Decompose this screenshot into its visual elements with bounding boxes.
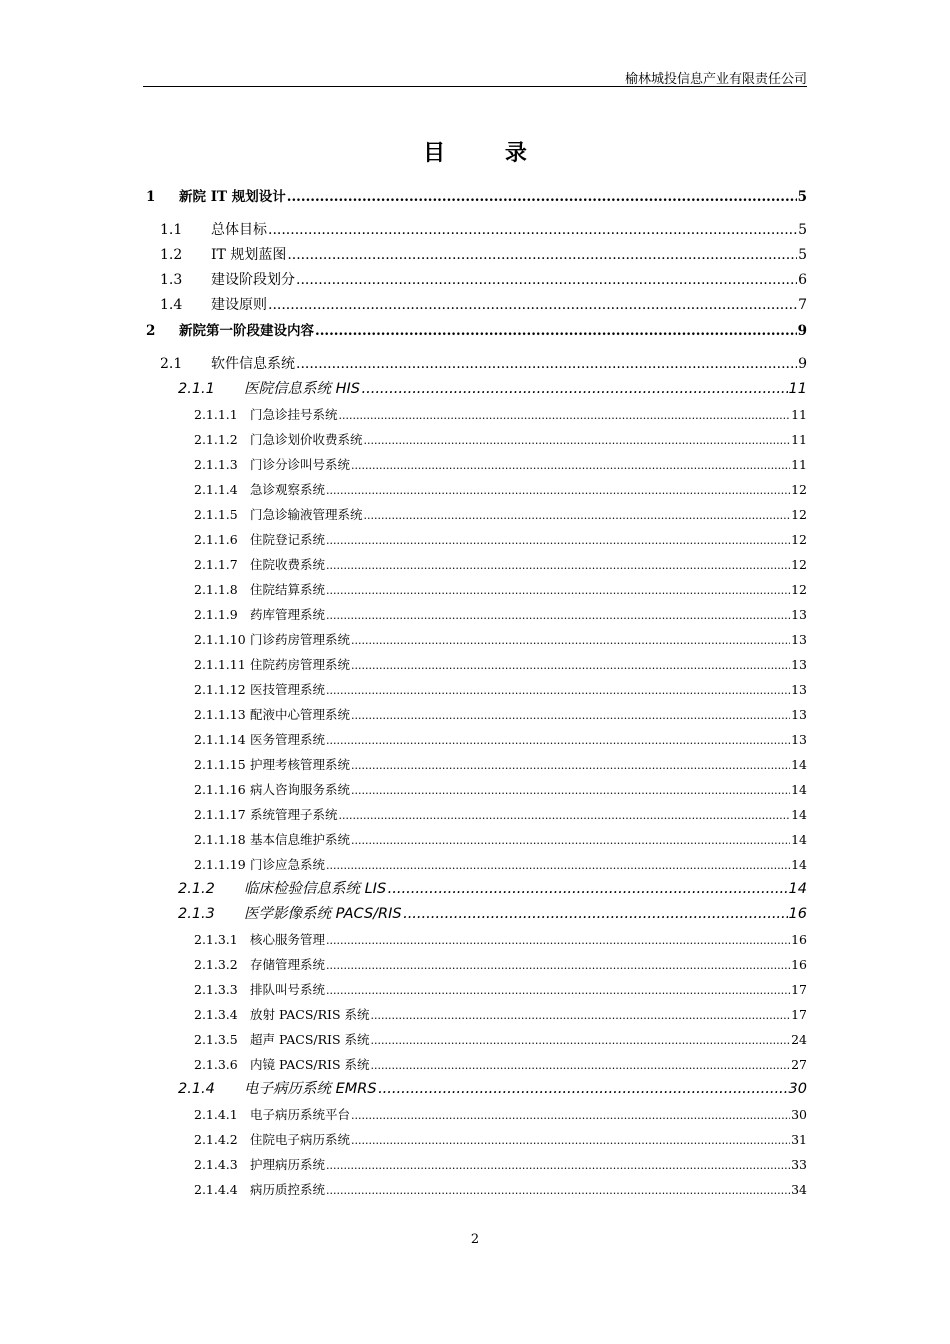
toc-entry-number: 2.1.1.13	[194, 707, 246, 722]
toc-dot-leader	[351, 1103, 790, 1128]
toc-entry-title: 住院电子病历系统	[250, 1132, 351, 1147]
toc-entry-number: 2.1.3.4	[194, 1007, 238, 1022]
toc-dot-leader	[326, 578, 790, 603]
toc-dot-leader	[326, 553, 790, 578]
toc-dot-leader	[326, 1153, 790, 1178]
toc-entry-level-1[interactable]	[143, 318, 807, 352]
toc-entry-title: 急诊观察系统	[250, 482, 326, 497]
toc-entry-title: 药库管理系统	[250, 607, 326, 622]
toc-entry-level-4[interactable]	[143, 827, 807, 852]
toc-dot-leader	[351, 628, 790, 653]
toc-entry-number: 2.1.1.1	[194, 407, 238, 422]
toc-entry-title: 住院结算系统	[250, 582, 326, 597]
toc-entry-page: 12	[791, 532, 807, 547]
toc-entry-number: 2.1.1.8	[194, 582, 238, 597]
toc-entry-page: 33	[791, 1157, 807, 1172]
toc-entry-page: 13	[791, 632, 807, 647]
toc-dot-leader	[351, 778, 790, 803]
toc-entry-level-4[interactable]	[143, 677, 807, 702]
toc-entry-level-2[interactable]	[143, 218, 807, 243]
toc-entry-level-4[interactable]	[143, 852, 807, 877]
toc-entry-number: 2.1.4	[178, 1081, 215, 1097]
toc-entry-level-3[interactable]	[143, 877, 807, 902]
toc-dot-leader	[351, 653, 790, 678]
toc-entry-page: 6	[798, 272, 807, 288]
toc-entry-level-4[interactable]	[143, 727, 807, 752]
toc-dot-leader	[371, 1003, 791, 1028]
toc-entry-title: 电子病历系统 EMRS	[244, 1081, 377, 1097]
toc-entry-level-2[interactable]	[143, 293, 807, 318]
toc-entry-page: 11	[791, 407, 807, 422]
toc-entry-number: 2.1.1	[178, 381, 215, 397]
toc-dot-leader	[326, 528, 790, 553]
toc-entry-number: 1.3	[160, 272, 183, 288]
toc-entry-number: 1.1	[160, 222, 183, 238]
toc-dot-leader	[326, 953, 790, 978]
toc-dot-leader	[326, 928, 790, 953]
toc-entry-title: 医技管理系统	[250, 682, 326, 697]
toc-entry-title: 配液中心管理系统	[250, 707, 351, 722]
toc-entry-level-4[interactable]	[143, 777, 807, 802]
toc-dot-leader	[387, 877, 787, 902]
toc-entry-title: 门诊药房管理系统	[250, 632, 351, 647]
toc-entry-number: 2.1.1.10	[194, 632, 246, 647]
toc-dot-leader	[371, 1028, 791, 1053]
toc-entry-page: 14	[791, 782, 807, 797]
toc-entry-number: 2.1.1.2	[194, 432, 238, 447]
toc-entry-level-1[interactable]	[143, 184, 807, 218]
toc-entry-page: 34	[791, 1182, 807, 1197]
toc-entry-level-4[interactable]	[143, 402, 807, 427]
toc-entry-page: 7	[798, 297, 807, 313]
toc-entry-level-2[interactable]	[143, 268, 807, 293]
toc-entry-page: 31	[791, 1132, 807, 1147]
toc-entry-number: 2.1.1.14	[194, 732, 246, 747]
toc-dot-leader	[326, 478, 790, 503]
toc-entry-number: 2.1.4.2	[194, 1132, 238, 1147]
toc-entry-title: 护理考核管理系统	[250, 757, 351, 772]
toc-entry-title: 门诊应急系统	[250, 857, 326, 872]
toc-entry-number: 2.1.1.15	[194, 757, 246, 772]
toc-entry-page: 24	[791, 1032, 807, 1047]
toc-entry-page: 14	[788, 881, 807, 897]
toc-entry-title: 护理病历系统	[250, 1157, 326, 1172]
toc-entry-title: 病历质控系统	[250, 1182, 326, 1197]
toc-entry-number: 2.1.1.4	[194, 482, 238, 497]
toc-dot-leader	[351, 1128, 790, 1153]
toc-title	[0, 136, 950, 167]
toc-entry-page: 9	[798, 356, 807, 372]
toc-entry-title: 住院收费系统	[250, 557, 326, 572]
toc-entry-title: IT 规划蓝图	[211, 247, 287, 263]
toc-entry-level-4[interactable]	[143, 452, 807, 477]
toc-entry-level-4[interactable]	[143, 1177, 807, 1202]
toc-entry-number: 1.2	[160, 247, 183, 263]
toc-entry-level-4[interactable]	[143, 652, 807, 677]
toc-dot-leader	[326, 678, 790, 703]
toc-entry-page: 13	[791, 657, 807, 672]
toc-entry-number: 2.1.1.17	[194, 807, 246, 822]
toc-entry-title: 放射 PACS/RIS 系统	[250, 1007, 370, 1022]
toc-entry-page: 27	[791, 1057, 807, 1072]
toc-entry-title: 存储管理系统	[250, 957, 326, 972]
toc-entry-level-2[interactable]	[143, 243, 807, 268]
toc-entry-number: 2.1.3	[178, 906, 215, 922]
toc-entry-number: 2.1.1.6	[194, 532, 238, 547]
toc-dot-leader	[351, 828, 790, 853]
toc-entry-level-4[interactable]	[143, 1127, 807, 1152]
toc-entry-level-4[interactable]	[143, 502, 807, 527]
toc-entry-title: 系统管理子系统	[250, 807, 338, 822]
toc-entry-title: 新院 IT 规划设计	[179, 189, 286, 205]
toc-dot-leader	[326, 728, 790, 753]
toc-dot-leader	[351, 453, 790, 478]
toc-entry-number: 1	[146, 189, 156, 205]
toc-entry-level-3[interactable]	[143, 902, 807, 927]
toc-dot-leader	[364, 503, 791, 528]
toc-entry-page: 13	[791, 607, 807, 622]
toc-entry-title: 临床检验信息系统 LIS	[244, 881, 387, 897]
toc-entry-page: 12	[791, 582, 807, 597]
toc-entry-title: 总体目标	[211, 222, 267, 238]
toc-entry-number: 2.1.3.6	[194, 1057, 238, 1072]
toc-entry-title: 建设原则	[211, 297, 267, 313]
toc-entry-number: 1.4	[160, 297, 183, 313]
toc-entry-page: 14	[791, 757, 807, 772]
header-rule	[143, 86, 807, 87]
toc-dot-leader	[287, 184, 797, 210]
toc-entry-number: 2.1	[160, 356, 183, 372]
toc-entry-title: 建设阶段划分	[211, 272, 295, 288]
toc-entry-level-4[interactable]	[143, 477, 807, 502]
toc-entry-number: 2.1.1.16	[194, 782, 246, 797]
toc-entry-page: 13	[791, 732, 807, 747]
toc-entry-page: 5	[798, 247, 807, 263]
toc-entry-level-4[interactable]	[143, 552, 807, 577]
toc-entry-title: 住院登记系统	[250, 532, 326, 547]
toc-entry-level-4[interactable]	[143, 1027, 807, 1052]
toc-entry-title: 新院第一阶段建设内容	[179, 323, 314, 339]
toc-entry-title: 内镜 PACS/RIS 系统	[250, 1057, 370, 1072]
toc-entry-title: 住院药房管理系统	[250, 657, 351, 672]
toc-entry-page: 13	[791, 707, 807, 722]
toc-dot-leader	[361, 377, 788, 402]
toc-entry-title: 医院信息系统 HIS	[244, 381, 360, 397]
toc-entry-page: 16	[791, 932, 807, 947]
toc-dot-leader	[326, 978, 790, 1003]
toc-entry-number: 2.1.4.1	[194, 1107, 238, 1122]
toc-entry-page: 14	[791, 807, 807, 822]
toc-dot-leader	[339, 403, 791, 428]
toc-entry-level-4[interactable]	[143, 1052, 807, 1077]
header-company-name: 榆林城投信息产业有限责任公司	[624, 72, 807, 87]
toc-entry-title: 医务管理系统	[250, 732, 326, 747]
toc-entry-page: 12	[791, 557, 807, 572]
toc-entry-level-4[interactable]	[143, 927, 807, 952]
toc-entry-number: 2.1.1.19	[194, 857, 246, 872]
toc-entry-title: 软件信息系统	[211, 356, 295, 372]
toc-dot-leader	[371, 1053, 791, 1078]
toc-entry-level-2[interactable]	[143, 352, 807, 377]
toc-entry-page: 13	[791, 682, 807, 697]
toc-dot-leader	[403, 902, 788, 927]
toc-entry-page: 17	[791, 1007, 807, 1022]
toc-dot-leader	[326, 603, 790, 628]
toc-entry-page: 16	[788, 906, 807, 922]
toc-entry-level-4[interactable]	[143, 1152, 807, 1177]
toc-entry-page: 30	[788, 1081, 807, 1097]
toc-entry-number: 2.1.1.12	[194, 682, 246, 697]
toc-dot-leader	[326, 853, 790, 878]
toc-dot-leader	[364, 428, 791, 453]
toc-entry-number: 2	[146, 323, 156, 339]
toc-entry-number: 2.1.3.2	[194, 957, 238, 972]
toc-dot-leader	[378, 1077, 788, 1102]
toc-entry-level-3[interactable]	[143, 1077, 807, 1102]
toc-entry-number: 2.1.1.3	[194, 457, 238, 472]
toc-entry-page: 16	[791, 957, 807, 972]
toc-dot-leader	[326, 1178, 790, 1203]
toc-dot-leader	[315, 318, 797, 344]
toc-entry-title: 门诊分诊叫号系统	[250, 457, 351, 472]
toc-entry-page: 5	[798, 222, 807, 238]
toc-entry-level-4[interactable]	[143, 1002, 807, 1027]
toc-entry-level-4[interactable]	[143, 1102, 807, 1127]
toc-entry-page: 12	[791, 507, 807, 522]
toc-title-text: 目 录	[423, 140, 553, 166]
toc-entry-level-4[interactable]	[143, 802, 807, 827]
toc-entry-title: 医学影像系统 PACS/RIS	[244, 906, 402, 922]
toc-entry-level-4[interactable]	[143, 427, 807, 452]
toc-entry-level-4[interactable]	[143, 952, 807, 977]
toc-entry-number: 2.1.4.3	[194, 1157, 238, 1172]
toc-entry-number: 2.1.4.4	[194, 1182, 238, 1197]
toc-dot-leader	[268, 218, 797, 243]
toc-entry-page: 14	[791, 857, 807, 872]
toc-entry-title: 病人咨询服务系统	[250, 782, 351, 797]
toc-entry-title: 超声 PACS/RIS 系统	[250, 1032, 370, 1047]
table-of-contents	[143, 184, 807, 1202]
toc-entry-title: 门急诊输液管理系统	[250, 507, 363, 522]
toc-entry-title: 电子病历系统平台	[250, 1107, 351, 1122]
toc-entry-level-4[interactable]	[143, 702, 807, 727]
toc-entry-page: 12	[791, 482, 807, 497]
toc-entry-page: 17	[791, 982, 807, 997]
toc-entry-page: 9	[797, 323, 807, 339]
toc-dot-leader	[339, 803, 791, 828]
toc-dot-leader	[268, 293, 797, 318]
toc-entry-number: 2.1.3.3	[194, 982, 238, 997]
toc-entry-page: 11	[791, 457, 807, 472]
toc-entry-number: 2.1.1.7	[194, 557, 238, 572]
toc-entry-title: 排队叫号系统	[250, 982, 326, 997]
toc-entry-level-4[interactable]	[143, 627, 807, 652]
toc-entry-level-4[interactable]	[143, 977, 807, 1002]
toc-entry-number: 2.1.1.5	[194, 507, 238, 522]
toc-entry-title: 门急诊挂号系统	[250, 407, 338, 422]
toc-entry-level-4[interactable]	[143, 752, 807, 777]
page-number: 2	[470, 1232, 480, 1247]
toc-entry-number: 2.1.1.11	[194, 657, 246, 672]
toc-entry-title: 门急诊划价收费系统	[250, 432, 363, 447]
toc-entry-level-4[interactable]	[143, 577, 807, 602]
toc-entry-number: 2.1.3.5	[194, 1032, 238, 1047]
toc-entry-title: 基本信息维护系统	[250, 832, 351, 847]
toc-entry-level-3[interactable]	[143, 377, 807, 402]
toc-dot-leader	[351, 753, 790, 778]
toc-entry-level-4[interactable]	[143, 527, 807, 552]
toc-dot-leader	[351, 703, 790, 728]
toc-entry-page: 11	[791, 432, 807, 447]
toc-dot-leader	[296, 268, 797, 293]
toc-entry-page: 5	[797, 189, 807, 205]
toc-entry-page: 14	[791, 832, 807, 847]
toc-dot-leader	[296, 352, 797, 377]
toc-entry-title: 核心服务管理	[250, 932, 326, 947]
toc-dot-leader	[287, 243, 797, 268]
toc-entry-number: 2.1.1.9	[194, 607, 238, 622]
toc-entry-level-4[interactable]	[143, 602, 807, 627]
toc-entry-page: 11	[788, 381, 807, 397]
toc-entry-number: 2.1.2	[178, 881, 215, 897]
toc-entry-number: 2.1.3.1	[194, 932, 238, 947]
toc-entry-page: 30	[791, 1107, 807, 1122]
toc-entry-number: 2.1.1.18	[194, 832, 246, 847]
